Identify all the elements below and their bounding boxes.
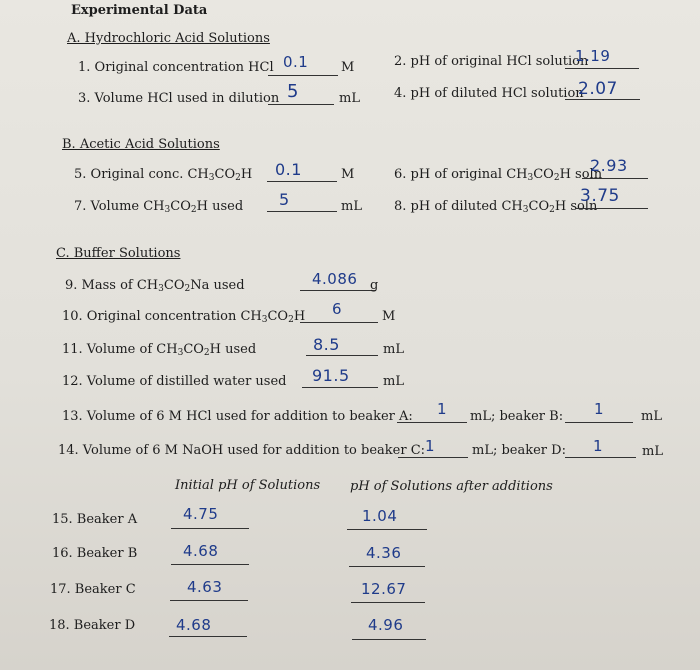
row-beaker-b-after: 4.36 (366, 544, 402, 562)
row-beaker-b-label: 16. Beaker B (52, 546, 138, 561)
q9-label: 9. Mass of $CH_3CO_2Na$ used (65, 278, 245, 294)
q3-label: 3. Volume HCl used in dilution (78, 91, 280, 106)
row-beaker-b-after-line (349, 566, 425, 567)
q4-answer-line (565, 99, 640, 100)
q14-mid: mL; beaker D: (472, 443, 566, 458)
q5-unit: M (341, 167, 355, 182)
q11-label: 11. Volume of $CH_3CO_2H$ used (62, 342, 257, 358)
q5-label: 5. Original conc. $CH_3CO_2H$ (74, 167, 253, 183)
q13-answer-b-line (565, 422, 633, 423)
row-beaker-a-label: 15. Beaker A (52, 512, 138, 527)
q12-answer: 91.5 (312, 366, 350, 385)
q9-answer-line (300, 290, 376, 291)
q10-label: 10. Original concentration $CH_3CO_2H$ (62, 309, 306, 325)
q2-label: 2. pH of original HCl solution (394, 54, 589, 69)
row-beaker-a-initial-line (171, 528, 249, 529)
q1-unit: M (341, 60, 355, 75)
q7-unit: mL (341, 199, 362, 214)
q3-answer-line (268, 104, 334, 105)
row-beaker-b-initial-line (171, 564, 249, 565)
q13-mid: mL; beaker B: (470, 409, 564, 424)
row-beaker-d-initial: 4.68 (176, 616, 212, 634)
row-beaker-c-after-line (351, 602, 425, 603)
section-a-heading: A. Hydrochloric Acid Solutions (67, 31, 270, 46)
q8-label: 8. pH of diluted $CH_3CO_2H$ soln (394, 199, 598, 215)
q9-answer: 4.086 (312, 270, 358, 288)
q5-answer: 0.1 (275, 160, 302, 179)
section-b-heading: B. Acetic Acid Solutions (62, 137, 220, 152)
q12-answer-line (302, 387, 378, 388)
q7-answer: 5 (279, 190, 290, 209)
q5-answer-line (267, 181, 337, 182)
q12-unit: mL (383, 374, 404, 389)
q7-answer-line (267, 211, 337, 212)
q6-label: 6. pH of original $CH_3CO_2H$ soln (394, 167, 603, 183)
q2-answer: 1.19 (575, 47, 611, 65)
q11-answer-line (306, 355, 378, 356)
q4-label: 4. pH of diluted HCl solution (394, 86, 584, 101)
row-beaker-d-label: 18. Beaker D (49, 618, 136, 633)
q13-answer-a-line (397, 422, 467, 423)
col-after-ph: pH of Solutions after additions (350, 479, 553, 494)
row-beaker-b-initial: 4.68 (183, 542, 219, 560)
row-beaker-c-initial: 4.63 (187, 578, 223, 596)
q12-label: 12. Volume of distilled water used (62, 374, 287, 389)
row-beaker-a-after: 1.04 (362, 507, 398, 525)
q13-answer-a: 1 (437, 400, 448, 418)
q11-answer: 8.5 (313, 335, 340, 354)
q6-answer: 2.93 (590, 156, 628, 175)
col-initial-ph: Initial pH of Solutions (175, 478, 321, 493)
q3-unit: mL (339, 91, 360, 106)
row-beaker-d-initial-line (169, 636, 247, 637)
row-beaker-d-after: 4.96 (368, 616, 404, 634)
q14-answer-c: 1 (425, 437, 436, 455)
q6-answer-line (582, 178, 648, 179)
page-title: Experimental Data (71, 3, 208, 18)
q8-answer-line (576, 208, 648, 209)
q1-label: 1. Original concentration HCl (78, 60, 274, 75)
q1-answer: 0.1 (283, 53, 309, 71)
row-beaker-d-after-line (352, 639, 426, 640)
q1-answer-line (268, 75, 338, 76)
q2-answer-line (565, 68, 639, 69)
q4-answer: 2.07 (578, 79, 618, 99)
row-beaker-c-after: 12.67 (361, 580, 407, 598)
q3-answer: 5 (287, 81, 299, 102)
row-beaker-c-initial-line (170, 600, 248, 601)
row-beaker-a-initial: 4.75 (183, 505, 219, 523)
q13-unit: mL (641, 409, 662, 424)
q14-label: 14. Volume of 6 M NaOH used for addition to beaker C: (58, 443, 426, 458)
q14-answer-d: 1 (593, 437, 604, 455)
q7-label: 7. Volume $CH_3CO_2H$ used (74, 199, 244, 215)
row-beaker-a-after-line (347, 529, 427, 530)
q14-answer-c-line (398, 457, 468, 458)
q8-answer: 3.75 (580, 186, 620, 206)
q13-answer-b: 1 (594, 400, 605, 418)
q13-label: 13. Volume of 6 M HCl used for addition to beaker A: (62, 409, 413, 424)
q14-answer-d-line (565, 457, 636, 458)
q10-answer-line (300, 322, 378, 323)
q14-unit: mL (642, 444, 663, 459)
q11-unit: mL (383, 342, 404, 357)
row-beaker-c-label: 17. Beaker C (50, 582, 136, 597)
q10-unit: M (382, 309, 396, 324)
section-c-heading: C. Buffer Solutions (56, 246, 181, 261)
q9-unit: g (370, 278, 379, 293)
q10-answer: 6 (332, 300, 343, 318)
